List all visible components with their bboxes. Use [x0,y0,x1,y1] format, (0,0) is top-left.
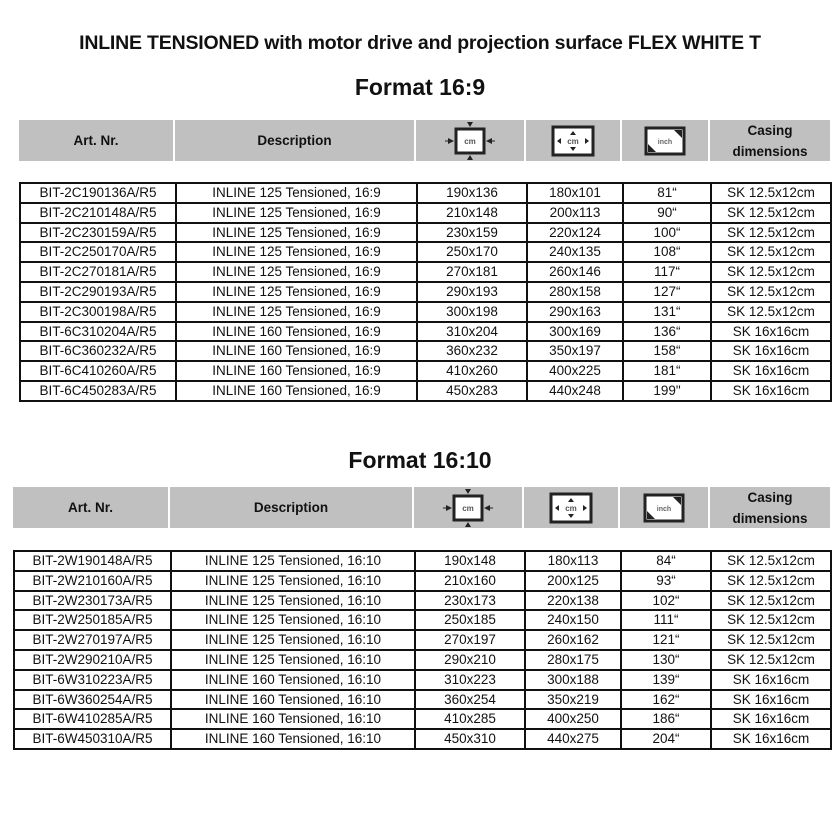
frame-size-cell: 190x136 [417,183,527,203]
header-art-nr: Art. Nr. [19,120,175,161]
frame-size-cell: 410x260 [417,361,527,381]
description-cell: INLINE 125 Tensioned, 16:9 [176,302,417,322]
diagonal-cell: 100“ [623,223,711,243]
art-nr-cell: BIT-6C450283A/R5 [20,381,176,401]
table-row [20,341,831,361]
table-row [14,551,831,571]
table-16-9-body [19,182,832,402]
description-cell: INLINE 125 Tensioned, 16:9 [176,223,417,243]
frame-size-cell: 360x232 [417,341,527,361]
art-nr-cell: BIT-2W210160A/R5 [14,571,171,591]
header-casing-dimensions [710,120,830,161]
image-size-cell: 300x169 [527,322,623,342]
header-casing-line2: dimensions [732,143,808,159]
description-cell: INLINE 160 Tensioned, 16:9 [176,381,417,401]
image-size-cell: 440x248 [527,381,623,401]
header-diagonal [620,487,710,528]
table-row [14,690,831,710]
table-row [14,610,831,630]
image-size-cell: 400x250 [525,709,621,729]
image-size-icon [550,124,596,158]
table-row [20,282,831,302]
diagonal-cell: 158“ [623,341,711,361]
frame-size-cell: 270x181 [417,262,527,282]
art-nr-cell: BIT-6C410260A/R5 [20,361,176,381]
diagonal-cell: 111“ [621,610,711,630]
casing-cell: SK 12.5x12cm [711,223,831,243]
image-size-cell: 180x113 [525,551,621,571]
image-size-icon [548,491,594,525]
diagonal-cell: 139“ [621,670,711,690]
table-row [14,729,831,749]
frame-size-cell: 310x204 [417,322,527,342]
casing-cell: SK 12.5x12cm [711,551,831,571]
diagonal-cell: 199" [623,381,711,401]
image-size-cell: 440x275 [525,729,621,749]
art-nr-cell: BIT-2W290210A/R5 [14,650,171,670]
frame-size-cell: 190x148 [415,551,525,571]
casing-cell: SK 12.5x12cm [711,591,831,611]
image-size-cell: 280x158 [527,282,623,302]
frame-size-cell: 210x160 [415,571,525,591]
diagonal-cell: 81“ [623,183,711,203]
header-image-size [524,487,620,528]
frame-size-cell: 450x283 [417,381,527,401]
art-nr-cell: BIT-6W410285A/R5 [14,709,171,729]
casing-cell: SK 16x16cm [711,322,831,342]
art-nr-cell: BIT-2W270197A/R5 [14,630,171,650]
table-row [14,571,831,591]
casing-cell: SK 12.5x12cm [711,242,831,262]
image-size-cell: 260x162 [525,630,621,650]
header-diagonal [622,120,710,161]
art-nr-cell: BIT-6W310223A/R5 [14,670,171,690]
description-cell: INLINE 125 Tensioned, 16:10 [171,630,415,650]
casing-cell: SK 12.5x12cm [711,610,831,630]
diagonal-cell: 102“ [621,591,711,611]
outer-frame-dimensions-icon [442,488,494,528]
table-row [14,709,831,729]
diagonal-inch-icon [643,125,687,157]
frame-size-cell: 300x198 [417,302,527,322]
casing-cell: SK 16x16cm [711,670,831,690]
diagonal-cell: 127“ [623,282,711,302]
diagonal-cell: 181“ [623,361,711,381]
image-size-cell: 200x113 [527,203,623,223]
casing-cell: SK 12.5x12cm [711,183,831,203]
frame-size-cell: 230x159 [417,223,527,243]
diagonal-cell: 204“ [621,729,711,749]
image-size-cell: 180x101 [527,183,623,203]
image-size-cell: 400x225 [527,361,623,381]
description-cell: INLINE 125 Tensioned, 16:10 [171,610,415,630]
frame-size-cell: 270x197 [415,630,525,650]
frame-size-cell: 360x254 [415,690,525,710]
art-nr-cell: BIT-2C270181A/R5 [20,262,176,282]
description-cell: INLINE 125 Tensioned, 16:10 [171,650,415,670]
outer-frame-dimensions-icon [444,121,496,161]
diagonal-cell: 130“ [621,650,711,670]
art-nr-cell: BIT-2W250185A/R5 [14,610,171,630]
image-size-cell: 240x135 [527,242,623,262]
casing-cell: SK 12.5x12cm [711,571,831,591]
art-nr-cell: BIT-2C290193A/R5 [20,282,176,302]
svg-text:inch: inch [656,505,672,513]
frame-size-cell: 290x193 [417,282,527,302]
description-cell: INLINE 160 Tensioned, 16:9 [176,341,417,361]
table-row [14,591,831,611]
casing-cell: SK 12.5x12cm [711,650,831,670]
table-row [20,223,831,243]
document-title: INLINE TENSIONED with motor drive and projection surface FLEX WHITE T [79,32,761,54]
table-row [20,302,831,322]
description-cell: INLINE 125 Tensioned, 16:9 [176,183,417,203]
casing-cell: SK 16x16cm [711,361,831,381]
diagonal-cell: 162“ [621,690,711,710]
diagonal-cell: 90“ [623,203,711,223]
frame-size-cell: 410x285 [415,709,525,729]
header-casing-line1: Casing [747,489,793,505]
diagonal-cell: 131“ [623,302,711,322]
description-cell: INLINE 125 Tensioned, 16:9 [176,262,417,282]
description-cell: INLINE 160 Tensioned, 16:10 [171,670,415,690]
header-frame-size [414,487,524,528]
format-16-10-heading: Format 16:10 [348,447,492,473]
description-cell: INLINE 125 Tensioned, 16:10 [171,591,415,611]
image-size-cell: 300x188 [525,670,621,690]
description-cell: INLINE 125 Tensioned, 16:10 [171,571,415,591]
frame-size-cell: 210x148 [417,203,527,223]
casing-cell: SK 12.5x12cm [711,282,831,302]
description-cell: INLINE 125 Tensioned, 16:10 [171,551,415,571]
casing-cell: SK 12.5x12cm [711,302,831,322]
description-cell: INLINE 160 Tensioned, 16:10 [171,729,415,749]
art-nr-cell: BIT-2C300198A/R5 [20,302,176,322]
table-row [20,361,831,381]
frame-size-cell: 230x173 [415,591,525,611]
header-casing-dimensions [710,487,830,528]
frame-size-cell: 250x170 [417,242,527,262]
table-row [20,203,831,223]
frame-size-cell: 450x310 [415,729,525,749]
art-nr-cell: BIT-2C210148A/R5 [20,203,176,223]
diagonal-inch-icon [642,492,686,524]
diagonal-cell: 136“ [623,322,711,342]
image-size-cell: 260x146 [527,262,623,282]
table-row [20,242,831,262]
casing-cell: SK 16x16cm [711,709,831,729]
casing-cell: SK 16x16cm [711,341,831,361]
header-casing-line1: Casing [747,122,793,138]
art-nr-cell: BIT-2C190136A/R5 [20,183,176,203]
description-cell: INLINE 160 Tensioned, 16:9 [176,361,417,381]
svg-text:cm: cm [567,136,579,146]
table-row [20,322,831,342]
diagonal-cell: 108“ [623,242,711,262]
casing-cell: SK 16x16cm [711,690,831,710]
image-size-cell: 220x124 [527,223,623,243]
table-16-9-header [19,120,830,161]
image-size-cell: 350x197 [527,341,623,361]
table-16-10-header [13,487,830,528]
header-description: Description [170,487,414,528]
table-row [20,381,831,401]
svg-text:inch: inch [657,138,673,146]
header-frame-size [416,120,526,161]
header-casing-line2: dimensions [732,510,808,526]
art-nr-cell: BIT-6C360232A/R5 [20,341,176,361]
diagonal-cell: 117“ [623,262,711,282]
casing-cell: SK 12.5x12cm [711,262,831,282]
svg-text:cm: cm [462,503,474,513]
casing-cell: SK 12.5x12cm [711,203,831,223]
header-description: Description [175,120,416,161]
table-row [14,650,831,670]
art-nr-cell: BIT-6C310204A/R5 [20,322,176,342]
art-nr-cell: BIT-6W360254A/R5 [14,690,171,710]
image-size-cell: 290x163 [527,302,623,322]
casing-cell: SK 16x16cm [711,381,831,401]
frame-size-cell: 290x210 [415,650,525,670]
format-16-9-heading: Format 16:9 [354,74,486,100]
image-size-cell: 240x150 [525,610,621,630]
image-size-cell: 280x175 [525,650,621,670]
art-nr-cell: BIT-2C250170A/R5 [20,242,176,262]
art-nr-cell: BIT-6W450310A/R5 [14,729,171,749]
image-size-cell: 350x219 [525,690,621,710]
diagonal-cell: 186“ [621,709,711,729]
art-nr-cell: BIT-2C230159A/R5 [20,223,176,243]
description-cell: INLINE 160 Tensioned, 16:10 [171,709,415,729]
frame-size-cell: 310x223 [415,670,525,690]
header-art-nr: Art. Nr. [13,487,170,528]
description-cell: INLINE 160 Tensioned, 16:10 [171,690,415,710]
table-16-10-body [13,550,832,750]
art-nr-cell: BIT-2W230173A/R5 [14,591,171,611]
casing-cell: SK 12.5x12cm [711,630,831,650]
description-cell: INLINE 160 Tensioned, 16:9 [176,322,417,342]
diagonal-cell: 84“ [621,551,711,571]
diagonal-cell: 93“ [621,571,711,591]
table-row [20,262,831,282]
svg-text:cm: cm [565,503,577,513]
frame-size-cell: 250x185 [415,610,525,630]
description-cell: INLINE 125 Tensioned, 16:9 [176,282,417,302]
diagonal-cell: 121“ [621,630,711,650]
table-row [14,670,831,690]
description-cell: INLINE 125 Tensioned, 16:9 [176,242,417,262]
table-row [20,183,831,203]
image-size-cell: 220x138 [525,591,621,611]
header-image-size [526,120,622,161]
casing-cell: SK 16x16cm [711,729,831,749]
svg-text:cm: cm [464,136,476,146]
table-row [14,630,831,650]
art-nr-cell: BIT-2W190148A/R5 [14,551,171,571]
image-size-cell: 200x125 [525,571,621,591]
description-cell: INLINE 125 Tensioned, 16:9 [176,203,417,223]
